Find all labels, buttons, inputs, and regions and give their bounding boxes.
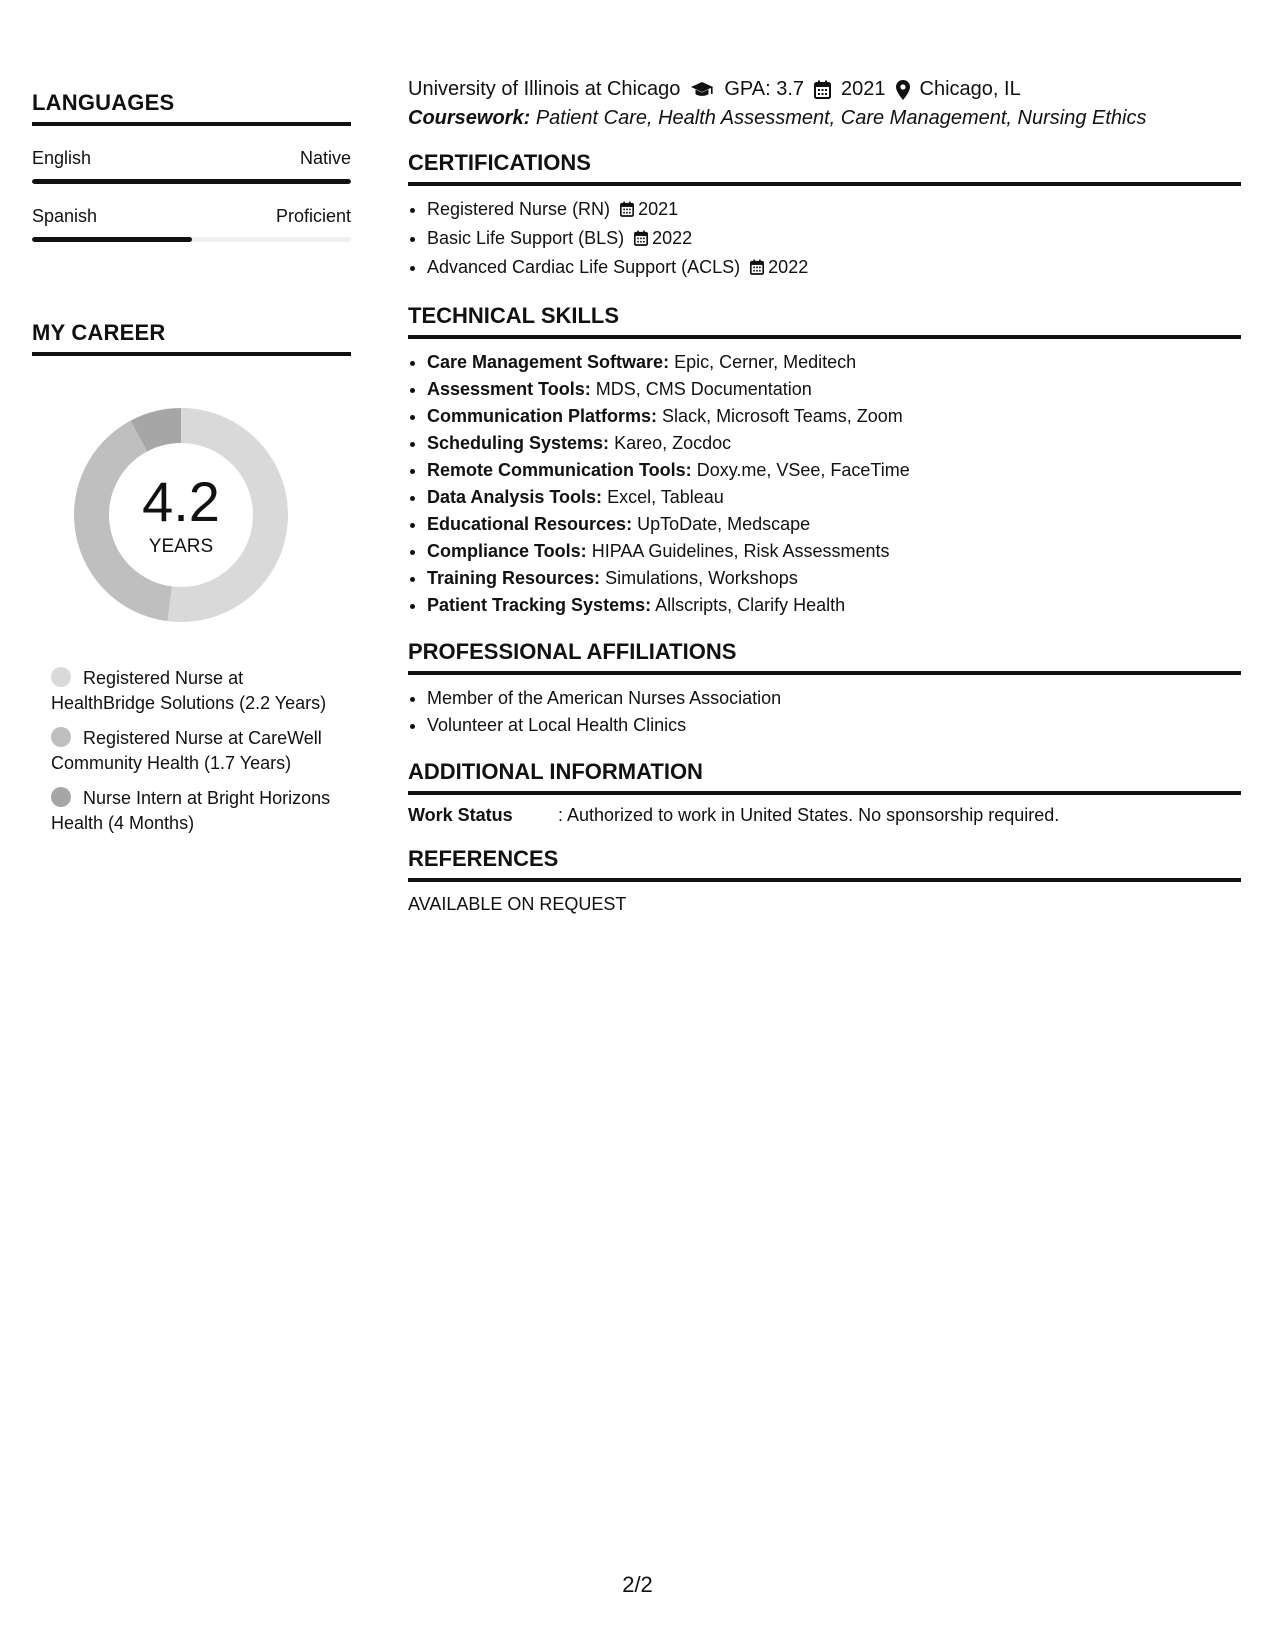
list-item: [427, 403, 1241, 430]
certifications-list: [408, 196, 1241, 283]
languages-heading: LANGUAGES: [32, 90, 351, 126]
legend-swatch: [51, 667, 71, 687]
list-item: [427, 430, 1241, 457]
additional-info-heading: ADDITIONAL INFORMATION: [408, 759, 1241, 795]
references-heading: REFERENCES: [408, 846, 1241, 882]
language-name: Spanish: [32, 206, 98, 226]
certification-name: Registered Nurse (RN): [427, 199, 611, 219]
graduation-cap-icon: [690, 81, 714, 99]
skill-values: MDS, CMS Documentation: [595, 379, 812, 399]
certification-year: 2022: [768, 257, 809, 277]
list-item: [427, 196, 1241, 225]
language-name: English: [32, 148, 92, 168]
list-item: [427, 254, 1241, 283]
language-proficiency-bar: [32, 179, 351, 184]
list-item: [427, 592, 1241, 619]
references-text: AVAILABLE ON REQUEST: [408, 894, 627, 914]
graduation-year: 2021: [841, 78, 886, 100]
list-item: [427, 349, 1241, 376]
career-legend: [51, 666, 341, 836]
skill-category: Educational Resources:: [427, 514, 633, 534]
skill-category: Data Analysis Tools:: [427, 487, 603, 507]
skill-values: Allscripts, Clarify Health: [655, 595, 846, 615]
legend-label: Nurse Intern at Bright Horizons Health (4 Months): [51, 788, 331, 833]
main-content: [408, 78, 1241, 915]
list-item: [427, 457, 1241, 484]
skill-values: Epic, Cerner, Meditech: [674, 352, 857, 372]
certification-name: Advanced Cardiac Life Support (ACLS): [427, 257, 741, 277]
list-item: • Member of the American Nurses Association: [427, 685, 1241, 712]
calendar-icon: [634, 227, 648, 254]
affiliations-list: [408, 685, 1241, 739]
list-item: [427, 538, 1241, 565]
calendar-icon: [814, 80, 831, 99]
skill-category: Remote Communication Tools:: [427, 460, 692, 480]
calendar-icon: [620, 198, 634, 225]
skill-category: Assessment Tools:: [427, 379, 591, 399]
career-total-unit: YEARS: [148, 536, 214, 557]
skill-category: Patient Tracking Systems:: [427, 595, 652, 615]
skill-values: Excel, Tableau: [607, 487, 724, 507]
legend-swatch: [51, 787, 71, 807]
skill-category: Training Resources:: [427, 568, 601, 588]
certifications-heading: CERTIFICATIONS: [408, 150, 1241, 186]
skill-category: Scheduling Systems:: [427, 433, 610, 453]
list-item: [427, 511, 1241, 538]
work-status-value: : Authorized to work in United States. No sponsorship required.: [558, 805, 1060, 825]
career-heading: MY CAREER: [32, 320, 351, 356]
skill-values: Doxy.me, VSee, FaceTime: [696, 460, 910, 480]
list-item: [427, 565, 1241, 592]
skill-values: Kareo, Zocdoc: [614, 433, 732, 453]
skill-category: Care Management Software:: [427, 352, 670, 372]
skill-category: Compliance Tools:: [427, 541, 587, 561]
language-proficiency-bar: [32, 237, 351, 242]
page-number: 2/2: [622, 1572, 653, 1597]
coursework-label: Coursework:: [408, 107, 531, 129]
legend-item: [51, 666, 341, 716]
certification-year: 2022: [652, 228, 693, 248]
certification-year: 2021: [638, 199, 679, 219]
language-english: [32, 148, 351, 184]
legend-item: [51, 786, 341, 836]
skill-values: UpToDate, Medscape: [637, 514, 811, 534]
list-item: [427, 484, 1241, 511]
list-item: [427, 225, 1241, 254]
school-location: Chicago, IL: [919, 78, 1021, 100]
list-item: [427, 376, 1241, 403]
technical-skills-heading: TECHNICAL SKILLS: [408, 303, 1241, 339]
language-proficiency-fill: [32, 179, 351, 184]
skill-values: Slack, Microsoft Teams, Zoom: [662, 406, 903, 426]
skill-category: Communication Platforms:: [427, 406, 658, 426]
language-level: Proficient: [275, 206, 351, 226]
work-status-row: [408, 805, 1241, 826]
skill-values: HIPAA Guidelines, Risk Assessments: [591, 541, 890, 561]
calendar-icon: [750, 256, 764, 283]
legend-item: [51, 726, 341, 776]
sidebar: [32, 90, 351, 846]
map-pin-icon: [896, 80, 910, 100]
legend-swatch: [51, 727, 71, 747]
list-item: • Volunteer at Local Health Clinics: [427, 712, 1241, 739]
legend-label: Registered Nurse at HealthBridge Solutions (2.2 Years): [51, 668, 327, 713]
career-donut-chart: [66, 400, 296, 630]
career-total-years: 4.2: [142, 470, 220, 533]
language-level: Native: [299, 148, 351, 168]
language-proficiency-fill: [32, 237, 192, 242]
technical-skills-list: [408, 349, 1241, 619]
gpa: GPA: 3.7: [724, 78, 805, 100]
school-name: University of Illinois at Chicago: [408, 78, 681, 100]
language-spanish: [32, 206, 351, 242]
education-entry: [408, 78, 1241, 101]
coursework: [408, 107, 1241, 130]
coursework-list: Patient Care, Health Assessment, Care Management, Nursing Ethics: [535, 107, 1147, 129]
affiliations-heading: PROFESSIONAL AFFILIATIONS: [408, 639, 1241, 675]
certification-name: Basic Life Support (BLS): [427, 228, 625, 248]
work-status-label: Work Status: [408, 805, 513, 825]
legend-label: Registered Nurse at CareWell Community Health (1.7 Years): [51, 728, 322, 773]
skill-values: Simulations, Workshops: [605, 568, 798, 588]
